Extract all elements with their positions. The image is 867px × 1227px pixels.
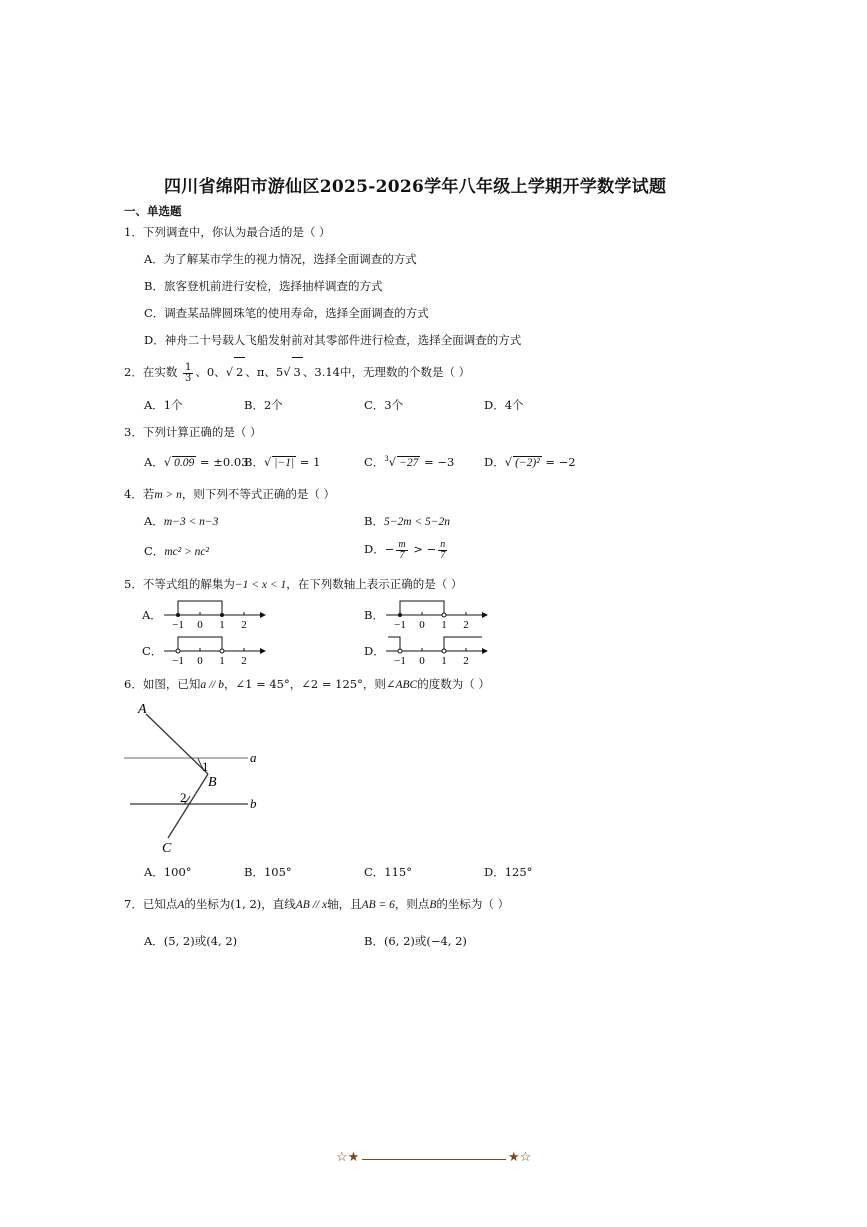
tick-label: −1 (172, 619, 184, 631)
q2-option-a: A．1个 (144, 398, 183, 412)
tick-label: −1 (394, 619, 406, 631)
q4-stem (124, 486, 335, 502)
q2-post: 、3.14中，无理数的个数是（ ） (302, 365, 471, 379)
footer-rule (362, 1159, 506, 1160)
q4-c-expr: mc² > nc² (164, 546, 209, 558)
tick-label: 0 (419, 655, 425, 667)
q3-c-radicand: −27 (399, 457, 419, 469)
q3-option-a (144, 454, 248, 470)
q7-point-b: B (429, 899, 437, 911)
segment-bc (168, 774, 208, 838)
q2-pre: 2．在实数 (124, 365, 178, 379)
q3-b-label: B． (244, 455, 264, 469)
q1-option-d: D．神舟二十号载人飞船发射前对其零部件进行检查，选择全面调查的方式 (144, 333, 522, 347)
q5-pre: 5．不等式组的解集为 (124, 577, 235, 591)
q4-d-ln: m (398, 538, 406, 550)
q4-d-op: > − (409, 542, 437, 556)
point-b-label: B (208, 775, 217, 790)
q2-fraction (183, 363, 193, 384)
q6-condition: a // b (200, 679, 224, 691)
q5-stem (124, 576, 462, 592)
q7-ab-parallel: AB // x (295, 899, 328, 911)
q2-option-c: C．3个 (364, 398, 404, 412)
radical-icon: √ (283, 365, 291, 379)
q7-ab-length: AB = 6 (361, 899, 395, 911)
q6-mid: ，∠1 = 45°，∠2 = 125°，则∠ (223, 677, 396, 691)
q3-a-label: A． (144, 455, 164, 469)
q3-d-label: D． (484, 455, 505, 469)
tick-label: 1 (219, 655, 225, 667)
q4-b-expr: 5−2m < 5−2n (383, 516, 451, 528)
q1-stem: 1．下列调查中，你认为最合适的是（ ） (124, 225, 331, 239)
segment-ab (146, 714, 208, 774)
page-title: 四川省绵阳市游仙区2025-2026学年八年级上学期开学数学试题 (164, 177, 667, 197)
q7-mid3: ，则点 (394, 897, 430, 911)
q3-option-d (484, 454, 576, 470)
q4-post: ，则下列不等式正确的是（ ） (181, 487, 336, 501)
q4-a-expr: m−3 < n−3 (163, 516, 219, 528)
q4-c-label: C． (144, 544, 165, 558)
radical-icon: √ (163, 455, 172, 469)
section-heading: 一、单选题 (124, 204, 182, 218)
q7-option-b: B．(6, 2)或(−4, 2) (364, 934, 467, 948)
q6-stem (124, 676, 490, 692)
q3-a-rhs: = ±0.03 (196, 455, 249, 469)
tick-label: 2 (463, 619, 469, 631)
q5-number-line-d (386, 631, 496, 671)
q3-option-c (364, 454, 454, 470)
q4-d-frac-left (396, 540, 407, 561)
q3-b-radicand: |−1| (274, 457, 295, 469)
line-b-label: b (250, 796, 257, 811)
q5-number-line-a (164, 595, 274, 635)
q1-option-a: A．为了解某市学生的视力情况，选择全面调查的方式 (144, 252, 417, 266)
tick-label: 2 (241, 655, 247, 667)
q7-post: 的坐标为（ ） (436, 897, 510, 911)
q6-option-a: A．100° (144, 865, 192, 879)
q4-b-label: B． (364, 514, 384, 528)
q5-post: ，在下列数轴上表示正确的是（ ） (286, 577, 463, 591)
ray-left (388, 637, 400, 651)
q4-option-a (144, 513, 218, 529)
tick-label: 0 (197, 619, 203, 631)
tick-label: 0 (419, 619, 425, 631)
tick-label: 1 (441, 655, 447, 667)
radical-icon: √ (225, 365, 234, 379)
point-c-label: C (162, 841, 172, 856)
q5-option-b-label: B． (364, 608, 384, 622)
q4-d-minus: − (384, 542, 395, 556)
tick-label: 1 (219, 619, 225, 631)
q3-c-rhs: = −3 (420, 455, 455, 469)
q4-d-frac-right (438, 540, 447, 561)
q7-option-a: A．(5, 2)或(4, 2) (144, 934, 238, 948)
q7-pre: 7．已知点 (124, 897, 178, 911)
tick-label: 0 (197, 655, 203, 667)
q2-mid1: 、0、 (195, 365, 226, 379)
tick-label: −1 (172, 655, 184, 667)
tick-label: 2 (463, 655, 469, 667)
q7-stem (124, 896, 509, 912)
q1-option-c: C．调查某品牌圆珠笔的使用寿命，选择全面调查的方式 (144, 306, 429, 320)
q7-point-a: A (177, 899, 185, 911)
q3-option-b (244, 454, 320, 470)
q2-mid2: 、π、5 (245, 365, 284, 379)
point-a-label: A (138, 702, 147, 717)
footer-stars-right: ★☆ (508, 1150, 532, 1165)
q4-option-b (364, 513, 450, 529)
radical-icon: √ (504, 455, 513, 469)
q3-c-label: C． (364, 455, 385, 469)
q3-a-radicand: 0.09 (174, 457, 195, 469)
q3-stem: 3．下列计算正确的是（ ） (124, 425, 262, 439)
footer-stars-left: ☆★ (336, 1150, 360, 1165)
radical-icon: √ (263, 455, 272, 469)
q6-option-c: C．115° (364, 865, 412, 879)
line-a-label: a (250, 750, 257, 765)
ray-right (444, 637, 482, 651)
q3-c-index: 3 (384, 455, 389, 464)
q2-option-b: B．2个 (244, 398, 283, 412)
angle-1-label: 1 (202, 759, 209, 774)
q6-post: 的度数为（ ） (417, 677, 490, 691)
q2-option-d: D．4个 (484, 398, 524, 412)
q2-frac-den: 3 (184, 372, 192, 384)
radical-icon: √ (388, 455, 397, 469)
q5-option-a-label: A． (142, 608, 162, 622)
q1-option-b: B．旅客登机前进行安检，选择抽样调查的方式 (144, 279, 383, 293)
q4-d-rn: n (440, 538, 446, 550)
q5-number-line-c (164, 631, 274, 671)
q4-a-label: A． (144, 514, 164, 528)
q2-sqrt2: 2 (234, 357, 245, 386)
q5-number-line-b (386, 595, 496, 635)
q4-pre: 4．若 (124, 487, 155, 501)
q7-mid2: 轴，且 (327, 897, 362, 911)
angle-2-label: 2 (180, 790, 187, 805)
q2-frac-num: 1 (184, 361, 192, 373)
q4-option-d (364, 537, 449, 561)
q4-d-label: D． (364, 542, 385, 556)
q2-stem (124, 357, 470, 386)
q5-condition: −1 < x < 1 (234, 579, 287, 591)
q6-option-b: B．105° (244, 865, 292, 879)
q4-d-rd: 7 (440, 549, 446, 561)
q6-abc: ABC (395, 679, 418, 691)
q3-d-radicand: (−2)² (515, 457, 540, 469)
q4-condition: m > n (154, 489, 182, 501)
q4-d-ld: 7 (399, 549, 405, 561)
q7-mid: 的坐标为(1, 2)，直线 (184, 897, 296, 911)
q3-d-rhs: = −2 (541, 455, 576, 469)
q4-option-c (144, 543, 209, 559)
q5-option-c-label: C． (142, 644, 163, 658)
q5-option-d-label: D． (364, 644, 385, 658)
q6-figure (118, 698, 278, 858)
q2-sqrt3: 3 (292, 357, 303, 386)
tick-label: −1 (394, 655, 406, 667)
q6-option-d: D．125° (484, 865, 533, 879)
tick-label: 2 (241, 619, 247, 631)
q3-b-rhs: = 1 (296, 455, 321, 469)
q6-pre: 6．如图，已知 (124, 677, 201, 691)
tick-label: 1 (441, 619, 447, 631)
